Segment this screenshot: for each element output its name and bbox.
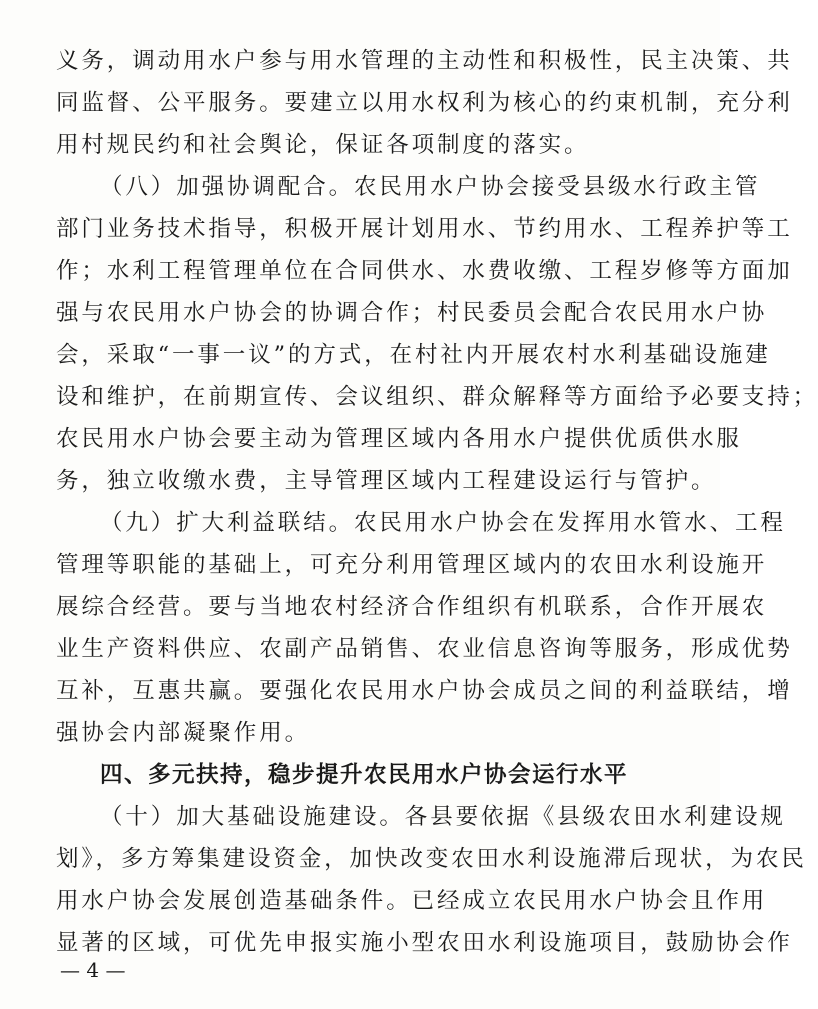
body-line: 管理等职能的基础上，可充分利用管理区域内的农田水利设施开 bbox=[56, 552, 768, 578]
body-line: 农民用水户协会要主动为管理区域内各用水户提供优质供水服 bbox=[56, 426, 742, 452]
paragraph-first-line: （八）加强协调配合。农民用水户协会接受县级水行政主管 bbox=[100, 174, 761, 200]
body-line: 设和维护，在前期宣传、会议组织、群众解释等方面给予必要支持； bbox=[56, 384, 818, 410]
section-heading: 四、多元扶持，稳步提升农民用水户协会运行水平 bbox=[100, 762, 629, 788]
body-line: 用水户协会发展创造基础条件。已经成立农民用水户协会且作用 bbox=[56, 888, 768, 914]
body-line: 用村规民约和社会舆论，保证各项制度的落实。 bbox=[56, 132, 590, 158]
body-line: 划》，多方筹集建设资金，加快改变农田水利设施滞后现状，为农民 bbox=[56, 846, 807, 872]
body-line: 互补，互惠共赢。要强化农民用水户协会成员之间的利益联结，增 bbox=[56, 678, 793, 704]
page-number: — 4 — bbox=[60, 958, 126, 982]
paragraph-first-line: （十）加大基础设施建设。各县要依据《县级农田水利建设规 bbox=[100, 804, 786, 830]
body-line: 部门业务技术指导，积极开展计划用水、节约用水、工程养护等工 bbox=[56, 216, 793, 242]
body-line: 业生产资料供应、农副产品销售、农业信息咨询等服务，形成优势 bbox=[56, 636, 793, 662]
body-line: 务，独立收缴水费，主导管理区域内工程建设运行与管护。 bbox=[56, 468, 717, 494]
body-line: 义务，调动用水户参与用水管理的主动性和积极性，民主决策、共 bbox=[56, 48, 793, 74]
body-line: 显著的区域，可优先申报实施小型农田水利设施项目，鼓励协会作 bbox=[56, 930, 793, 956]
body-line: 强与农民用水户协会的协调合作；村民委员会配合农民用水户协 bbox=[56, 300, 768, 326]
paragraph-first-line: （九）扩大利益联结。农民用水户协会在发挥用水管水、工程 bbox=[100, 510, 786, 536]
body-line: 作；水利工程管理单位在合同供水、水费收缴、工程岁修等方面加 bbox=[56, 258, 793, 284]
body-line: 会，采取“一事一议”的方式，在村社内开展农村水利基础设施建 bbox=[56, 342, 771, 368]
body-line: 强协会内部凝聚作用。 bbox=[56, 720, 311, 746]
body-line: 同监督、公平服务。要建立以用水权利为核心的约束机制，充分利 bbox=[56, 90, 793, 116]
body-line: 展综合经营。要与当地农村经济合作组织有机联系，合作开展农 bbox=[56, 594, 768, 620]
